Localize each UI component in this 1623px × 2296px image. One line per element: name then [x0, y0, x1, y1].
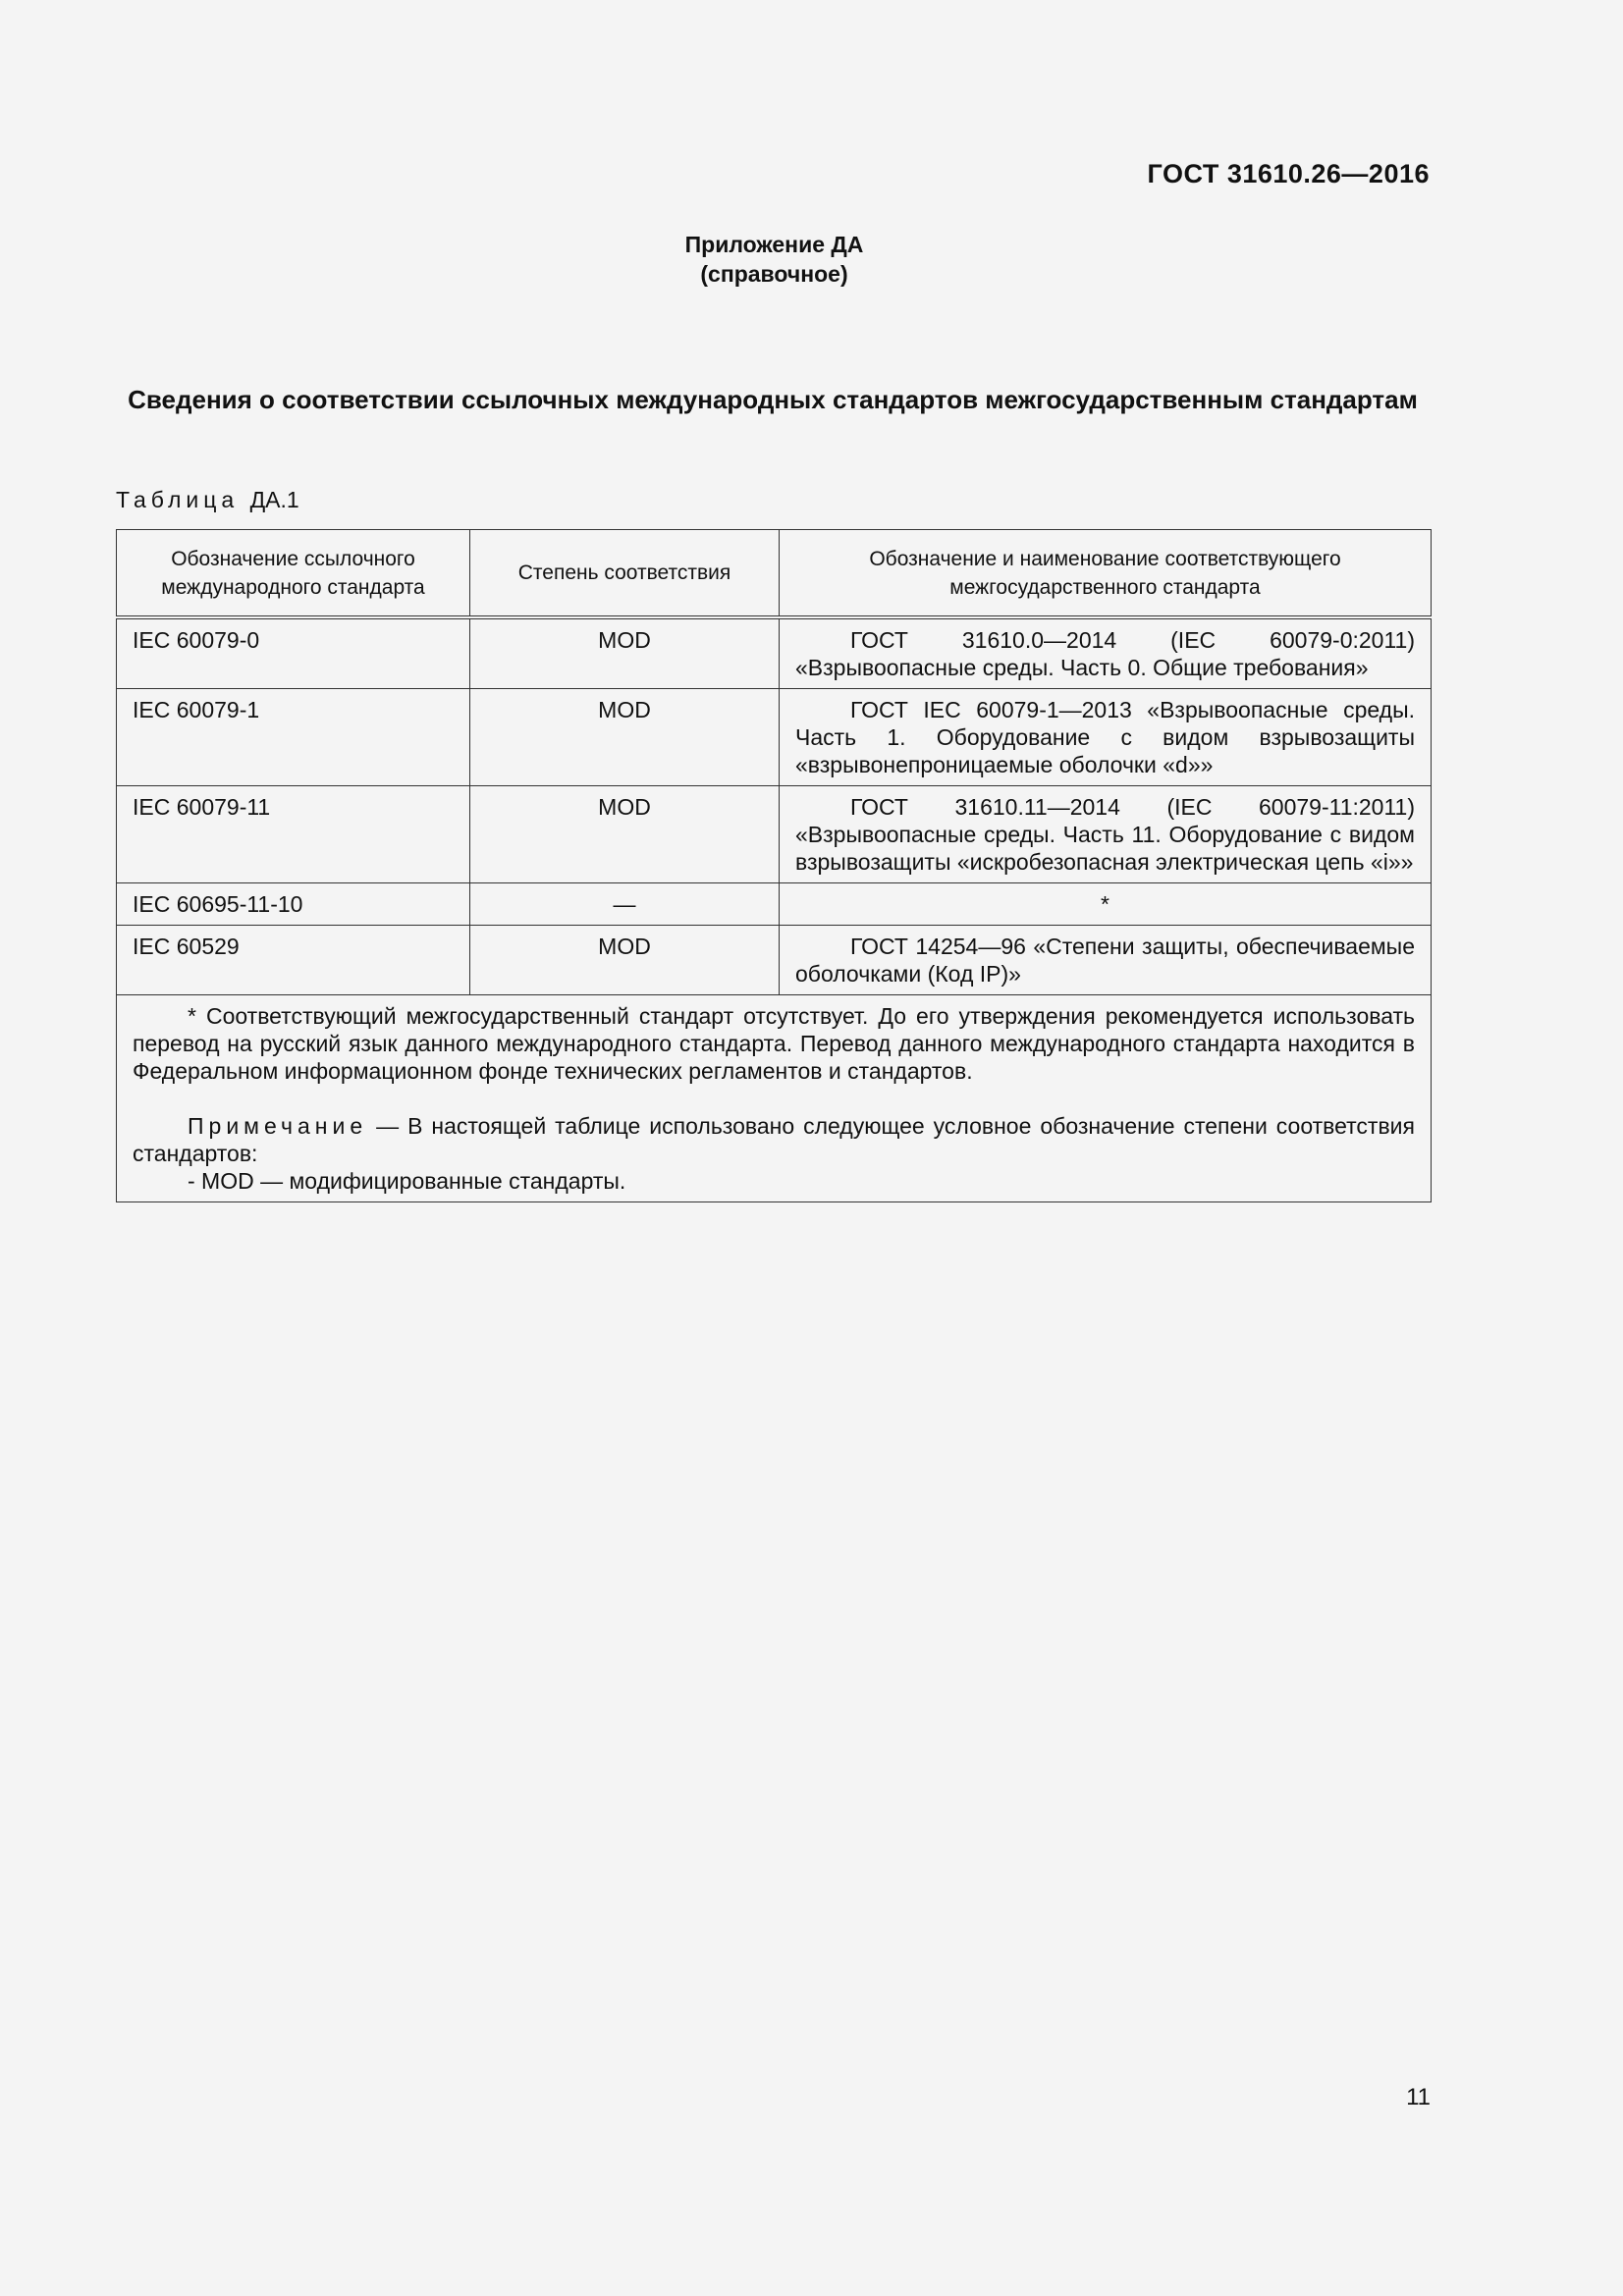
table-row — [117, 926, 1432, 995]
header-ref-standard: Обозначение ссылочного международного стандарта — [117, 530, 470, 618]
note — [133, 1112, 1415, 1167]
appendix-title: Приложение ДА — [684, 232, 864, 257]
page-number: 11 — [1406, 2084, 1431, 2110]
cell-standard: ГОСТ 31610.11—2014 (IEC 60079-11:2011) «Взрывоопасные среды. Часть 11. Оборудование с видом взрывозащиты «искробезопасная электрическая цепь «i»» — [780, 786, 1432, 883]
table-row — [117, 786, 1432, 883]
note-text: — В настоящей таблице использовано следующее условное обозначение степени соответствия стандартов: — [133, 1113, 1415, 1166]
cell-standard: ГОСТ 31610.0—2014 (IEC 60079-0:2011) «Взрывоопасные среды. Часть 0. Общие требования» — [780, 617, 1432, 689]
table-row — [117, 689, 1432, 786]
table-caption-number: ДА.1 — [249, 487, 299, 512]
note-label: Примечание — [188, 1113, 368, 1139]
cell-degree: MOD — [470, 926, 780, 995]
table-caption-label: Таблица — [116, 487, 240, 512]
section-title: Сведения о соответствии ссылочных международных стандартов межгосударственным стандартам — [128, 385, 1418, 414]
cell-degree: MOD — [470, 617, 780, 689]
cell-ref: IEC 60529 — [117, 926, 470, 995]
cell-ref: IEC 60695-11-10 — [117, 883, 470, 926]
table-footer-row — [117, 995, 1432, 1202]
cell-ref: IEC 60079-11 — [117, 786, 470, 883]
correspondence-table — [116, 529, 1432, 1202]
cell-standard: ГОСТ 14254—96 «Степени защиты, обеспечиваемые оболочками (Код IP)» — [780, 926, 1432, 995]
document-code: ГОСТ 31610.26—2016 — [1147, 159, 1430, 188]
cell-degree: MOD — [470, 786, 780, 883]
header-interstate-standard: Обозначение и наименование соответствующего межгосударственного стандарта — [780, 530, 1432, 618]
header-degree: Степень соответствия — [470, 530, 780, 618]
note-item: - MOD — модифицированные стандарты. — [188, 1168, 626, 1194]
cell-degree: — — [470, 883, 780, 926]
cell-ref: IEC 60079-1 — [117, 689, 470, 786]
table-header-row — [117, 530, 1432, 618]
table-notes — [117, 995, 1432, 1202]
table-caption — [116, 487, 299, 513]
appendix-subtitle: (справочное) — [700, 261, 848, 287]
cell-ref: IEC 60079-0 — [117, 617, 470, 689]
table-row — [117, 883, 1432, 926]
cell-degree: MOD — [470, 689, 780, 786]
cell-standard: ГОСТ IEC 60079-1—2013 «Взрывоопасные среды. Часть 1. Оборудование с видом взрывозащиты «взрывонепроницаемые оболочки «d»» — [780, 689, 1432, 786]
footnote: * Соответствующий межгосударственный стандарт отсутствует. До его утверждения рекомендуется использовать перевод на русский язык данного международного стандарта. Перевод данного международного стандарта находится в Федеральном информационном фонде технических регламентов и стандартов. — [133, 1003, 1415, 1084]
cell-standard: * — [780, 883, 1432, 926]
appendix-heading — [0, 230, 1548, 289]
table-row — [117, 617, 1432, 689]
